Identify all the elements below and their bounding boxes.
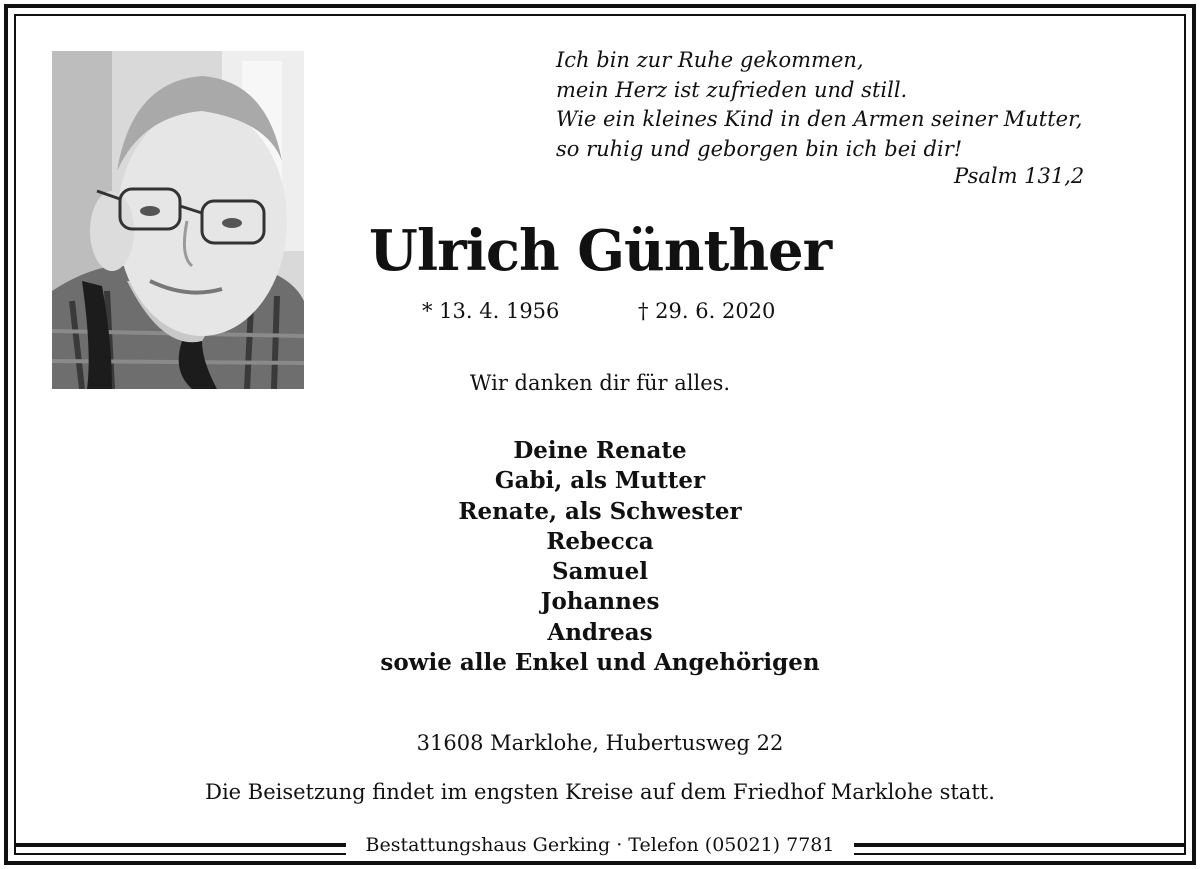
birth-date: * 13. 4. 1956: [422, 299, 560, 323]
burial-notice: Die Beisetzung findet im engsten Kreise auf dem Friedhof Marklohe statt.: [205, 780, 995, 804]
mourner-name: Samuel: [552, 558, 648, 586]
mourner-name: Renate, als Schwester: [458, 497, 742, 525]
mourner-name: sowie alle Enkel und Angehörigen: [380, 649, 820, 677]
deceased-name: Ulrich Günther: [369, 218, 832, 284]
address: 31608 Marklohe, Hubertusweg 22: [416, 731, 784, 755]
poem-line: so ruhig und geborgen bin ich bei dir!: [556, 136, 963, 161]
mourner-name: Johannes: [540, 588, 660, 616]
mourner-name: Deine Renate: [513, 437, 687, 464]
poem-line: Wie ein kleines Kind in den Armen seiner Mutter,: [556, 107, 1083, 131]
footer-rule-left: [14, 843, 346, 847]
funeral-home-footer: Bestattungshaus Gerking · Telefon (05021) 7781: [346, 834, 854, 856]
footer-rule-right: [854, 843, 1186, 847]
poem: [556, 46, 1156, 188]
thanks-line: Wir danken dir für alles.: [469, 371, 731, 395]
portrait-photo: [52, 51, 304, 389]
poem-line: Ich bin zur Ruhe gekommen,: [556, 48, 864, 72]
death-date: † 29. 6. 2020: [638, 299, 776, 323]
poem-source: Psalm 131,2: [954, 164, 1085, 188]
poem-line: mein Herz ist zufrieden und still.: [556, 77, 908, 102]
mourner-name: Rebecca: [546, 527, 654, 555]
mourners-list: [0, 436, 1200, 678]
mourner-name: Andreas: [547, 618, 653, 646]
mourner-name: Gabi, als Mutter: [494, 467, 706, 495]
